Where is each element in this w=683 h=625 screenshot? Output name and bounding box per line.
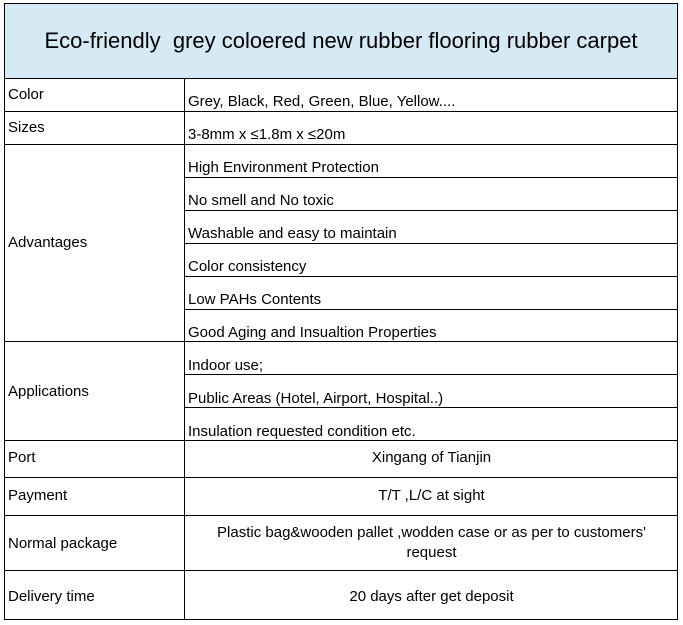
application-item: Indoor use; [188,357,264,374]
spec-table [4,3,678,620]
row-divider [5,144,677,145]
advantage-item: Low PAHs Contents [188,291,322,308]
sizes-label: Sizes [8,119,45,136]
subrow-divider [185,243,677,244]
subrow-divider [185,309,677,310]
row-divider [5,111,677,112]
applications-label: Applications [8,383,89,400]
delivery-value: 20 days after get deposit [349,588,514,605]
table-title: Eco-friendly grey coloered new rubber flooring rubber carpet [5,4,677,79]
application-item: Public Areas (Hotel, Airport, Hospital..) [188,390,444,407]
package-value: Plastic bag&wooden pallet ,wodden case or as per to customers' request [217,524,646,561]
port-label: Port [8,449,36,466]
advantages-label: Advantages [8,234,88,251]
row-divider [5,515,677,516]
application-item: Insulation requested condition etc. [188,423,416,440]
package-label: Normal package [8,535,118,552]
advantage-item: No smell and No toxic [188,192,334,209]
delivery-label: Delivery time [8,588,95,605]
row-divider [5,570,677,571]
color-value: Grey, Black, Red, Green, Blue, Yellow.... [188,93,456,110]
advantage-item: High Environment Protection [188,159,379,176]
row-divider [5,477,677,478]
port-value: Xingang of Tianjin [371,449,492,466]
subrow-divider [185,210,677,211]
advantage-item: Washable and easy to maintain [188,225,397,242]
sizes-value: 3-8mm x ≤1.8m x ≤20m [188,126,346,143]
advantage-item: Color consistency [188,258,307,275]
column-divider [184,78,185,619]
color-label: Color [8,86,44,103]
payment-value: T/T ,L/C at sight [378,487,485,504]
payment-label: Payment [8,487,68,504]
advantage-item: Good Aging and Insualtion Properties [188,324,437,341]
subrow-divider [185,177,677,178]
subrow-divider [185,276,677,277]
